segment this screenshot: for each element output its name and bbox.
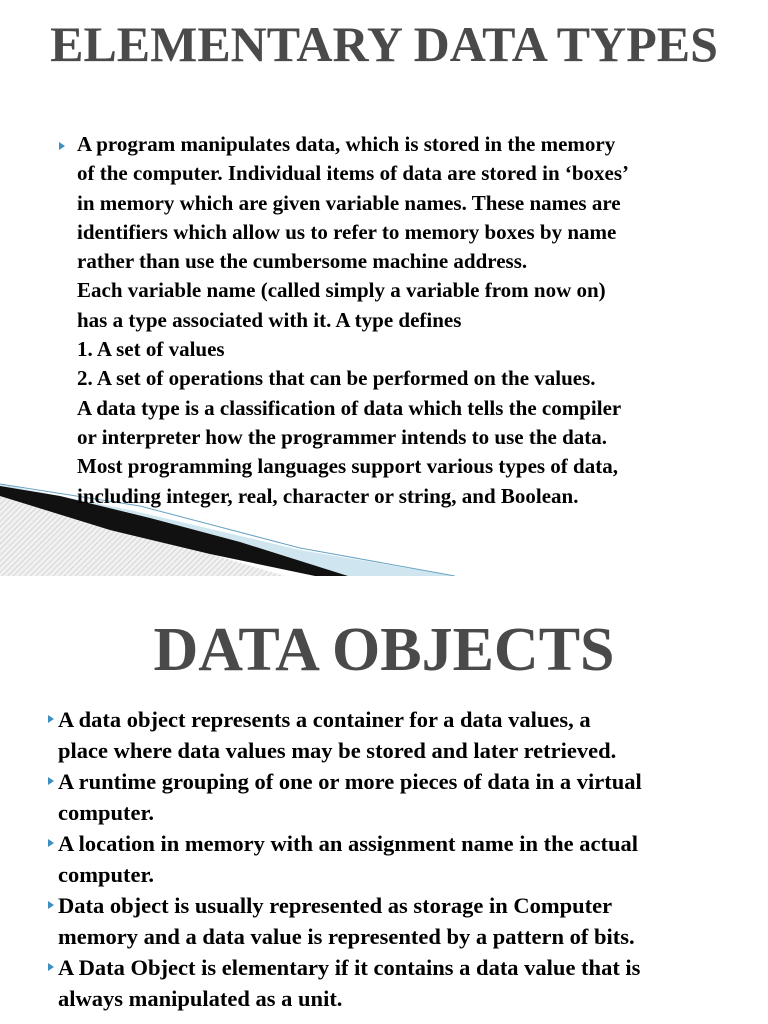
bullet-arrow-icon [48,839,54,847]
bullet-text-line: always manipulated as a unit. [58,986,343,1011]
bullet-arrow-icon [48,901,54,909]
bullet-text-line: Each variable name (called simply a variable from now on) [77,278,606,303]
bullet-text-line: or interpreter how the programmer intends to use the data. [77,424,608,449]
slide-title: DATA OBJECTS [153,616,615,684]
bullet-item [46,952,746,1014]
bullet-item [46,890,746,952]
bullet-text-line: of the computer. Individual items of data are stored in ‘boxes’ [77,161,630,186]
slide-data-objects [0,576,768,1024]
bullet-text-line: place where data values may be stored and later retrieved. [58,738,617,763]
slide-title: ELEMENTARY DATA TYPES [50,16,718,72]
bullet-text-line: rather than use the cumbersome machine address. [77,249,528,274]
bullet-text-line: A location in memory with an assignment name in the actual [58,831,639,856]
bullet-arrow-icon [48,715,54,723]
bullet-item [54,130,754,511]
bullet-item [46,828,746,890]
bullet-text-line: A data type is a classification of data which tells the compiler [77,395,622,420]
bullet-text-line: A program manipulates data, which is stored in the memory [77,132,616,156]
bullet-text-line: identifiers which allow us to refer to memory boxes by name [77,219,617,244]
bullet-text-line: including integer, real, character or string, and Boolean. [77,483,579,508]
bullet-text-line: 1. A set of values [77,337,225,362]
bullet-text-line: Data object is usually represented as storage in Computer [58,893,613,918]
bullet-item [46,704,746,766]
bullet-arrow-icon [59,142,65,150]
bullet-text-line: computer. [58,800,155,825]
bullet-text-line: 2. A set of operations that can be performed on the values. [77,366,596,391]
bullet-text-line: computer. [58,862,155,887]
bullet-arrow-icon [48,963,54,971]
bullet-item [46,766,746,828]
bullet-list [46,704,746,1014]
bullet-text-line: memory and a data value is represented by a pattern of bits. [58,924,635,949]
bullet-list [54,130,754,511]
bullet-text-line: A data object represents a container for a data values, a [58,707,591,732]
bullet-text-line: has a type associated with it. A type defines [77,307,462,332]
bullet-text-line: in memory which are given variable names. These names are [77,190,621,215]
bullet-text-line: Most programming languages support various types of data, [77,454,618,479]
bullet-text-line: A Data Object is elementary if it contains a data value that is [58,955,641,980]
bullet-text-line: A runtime grouping of one or more pieces of data in a virtual [58,769,642,794]
bullet-arrow-icon [48,777,54,785]
